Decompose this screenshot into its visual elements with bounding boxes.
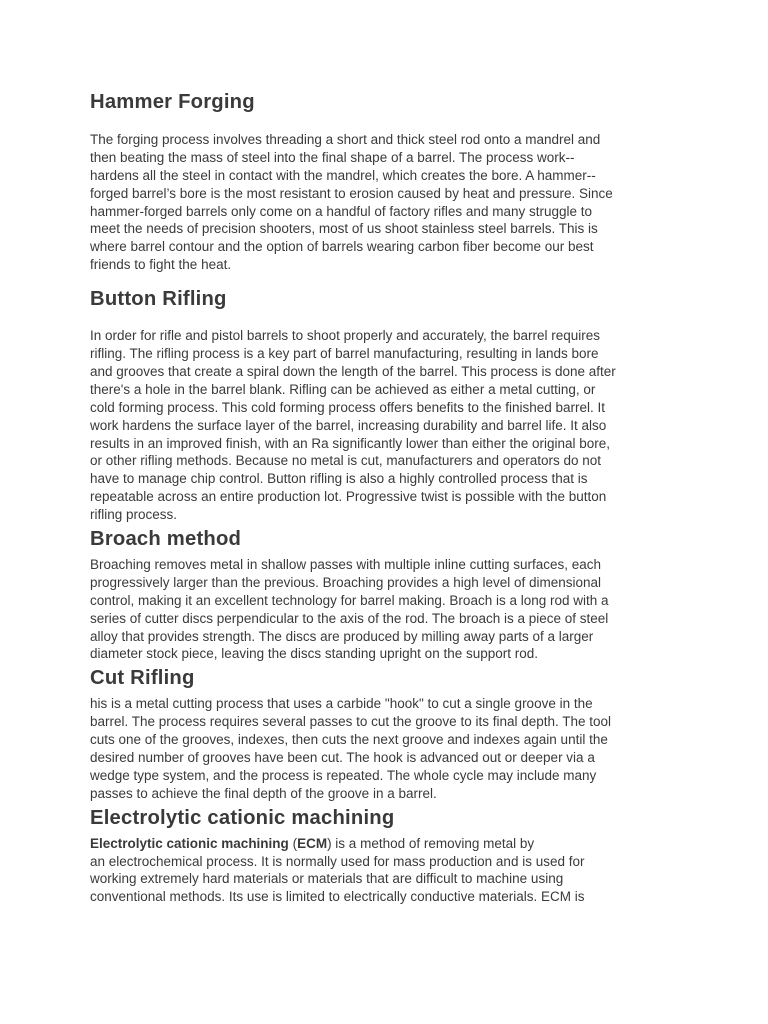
text-line: The forging process involves threading a short and thick steel rod onto a mandrel and <box>90 131 601 147</box>
paragraph-cut-rifling <box>90 695 690 802</box>
text-line: an electrochemical process. It is normally used for mass production and is used for <box>90 853 585 869</box>
paragraph-button-rifling <box>90 327 690 524</box>
text-line: wedge type system, and the process is repeated. The whole cycle may include many <box>90 767 597 783</box>
text-line: forged barrel’s bore is the most resistant to erosion caused by heat and pressure. Since <box>90 185 613 201</box>
text-line: then beating the mass of steel into the final shape of a barrel. The process work-- <box>90 149 575 165</box>
text-line: barrel. The process requires several passes to cut the groove to its final depth. The tool <box>90 714 612 730</box>
paragraph-electrolytic-cationic-machining <box>90 835 690 907</box>
text-line: there's a hole in the barrel blank. Rifling can be achieved as either a metal cutting, or <box>90 381 596 397</box>
section-heading-broach-method: Broach method <box>90 528 242 551</box>
text-line: diameter stock piece, leaving the discs standing upright on the support rod. <box>90 646 539 662</box>
paragraph-hammer-forging <box>90 131 690 274</box>
text-line: Broaching removes metal in shallow passes with multiple inline cutting surfaces, each <box>90 556 601 572</box>
text-line <box>90 835 690 853</box>
text-line: working extremely hard materials or materials that are difficult to machine using <box>90 871 564 887</box>
text-line: rifling process. <box>90 507 178 523</box>
text-line: friends to fight the heat. <box>90 257 232 273</box>
text-line: conventional methods. Its use is limited to electrically conductive materials. ECM is <box>90 889 585 905</box>
text-line: hammer-forged barrels only come on a handful of factory rifles and many struggle to <box>90 203 592 219</box>
text-line: have to manage chip control. Button rifling is also a highly controlled process that is <box>90 471 588 487</box>
text-line: meet the needs of precision shooters, most of us shoot stainless steel barrels. This is <box>90 221 598 237</box>
ecm-abbreviation: ECM <box>297 835 328 851</box>
document-page <box>90 91 690 906</box>
text-line: hardens all the steel in contact with the mandrel, which creates the bore. A hammer-- <box>90 167 596 183</box>
text-line: or other rifling methods. Because no metal is cut, manufacturers and operators do not <box>90 453 602 469</box>
text-line: his is a metal cutting process that uses a carbide "hook" to cut a single groove in the <box>90 696 593 712</box>
text-line: In order for rifle and pistol barrels to shoot properly and accurately, the barrel requires <box>90 328 601 344</box>
text-line: alloy that provides strength. The discs are produced by milling away parts of a larger <box>90 628 594 644</box>
text-line: series of cutter discs perpendicular to the axis of the rod. The broach is a piece of steel <box>90 610 609 626</box>
text-line: progressively larger than the previous. Broaching provides a high level of dimensional <box>90 574 602 590</box>
text-line: work hardens the surface layer of the barrel, increasing durability and barrel life. It also <box>90 417 607 433</box>
text-line: repeatable across an entire production lot. Progressive twist is possible with the button <box>90 489 607 505</box>
section-heading-electrolytic-cationic-machining: Electrolytic cationic machining <box>90 806 395 829</box>
paragraph-broach-method <box>90 556 690 663</box>
text-line: cold forming process. This cold forming process offers benefits to the finished barrel. It <box>90 399 605 415</box>
section-heading-hammer-forging: Hammer Forging <box>90 91 255 113</box>
text-line: and grooves that create a spiral down the length of the barrel. This process is done after <box>90 363 616 379</box>
text-line: cuts one of the grooves, indexes, then cuts the next groove and indexes again until the <box>90 732 608 748</box>
text-line: passes to achieve the final depth of the groove in a barrel. <box>90 785 437 801</box>
text-line: control, making it an excellent technology for barrel making. Broach is a long rod with a <box>90 592 609 608</box>
text-line: results in an improved finish, with an Ra significantly lower than either the original bore, <box>90 435 611 451</box>
ecm-open-paren: ( <box>288 835 298 851</box>
ecm-definition-text: ) is a method of removing metal by <box>327 835 535 851</box>
section-heading-cut-rifling: Cut Rifling <box>90 667 195 690</box>
text-line: where barrel contour and the option of barrels wearing carbon fiber become our best <box>90 239 594 255</box>
ecm-term: Electrolytic cationic machining <box>90 835 289 851</box>
text-line: desired number of grooves have been cut. The hook is advanced out or deeper via a <box>90 750 595 765</box>
text-line: rifling. The rifling process is a key part of barrel manufacturing, resulting in lands bore <box>90 345 599 361</box>
section-heading-button-rifling: Button Rifling <box>90 288 227 311</box>
